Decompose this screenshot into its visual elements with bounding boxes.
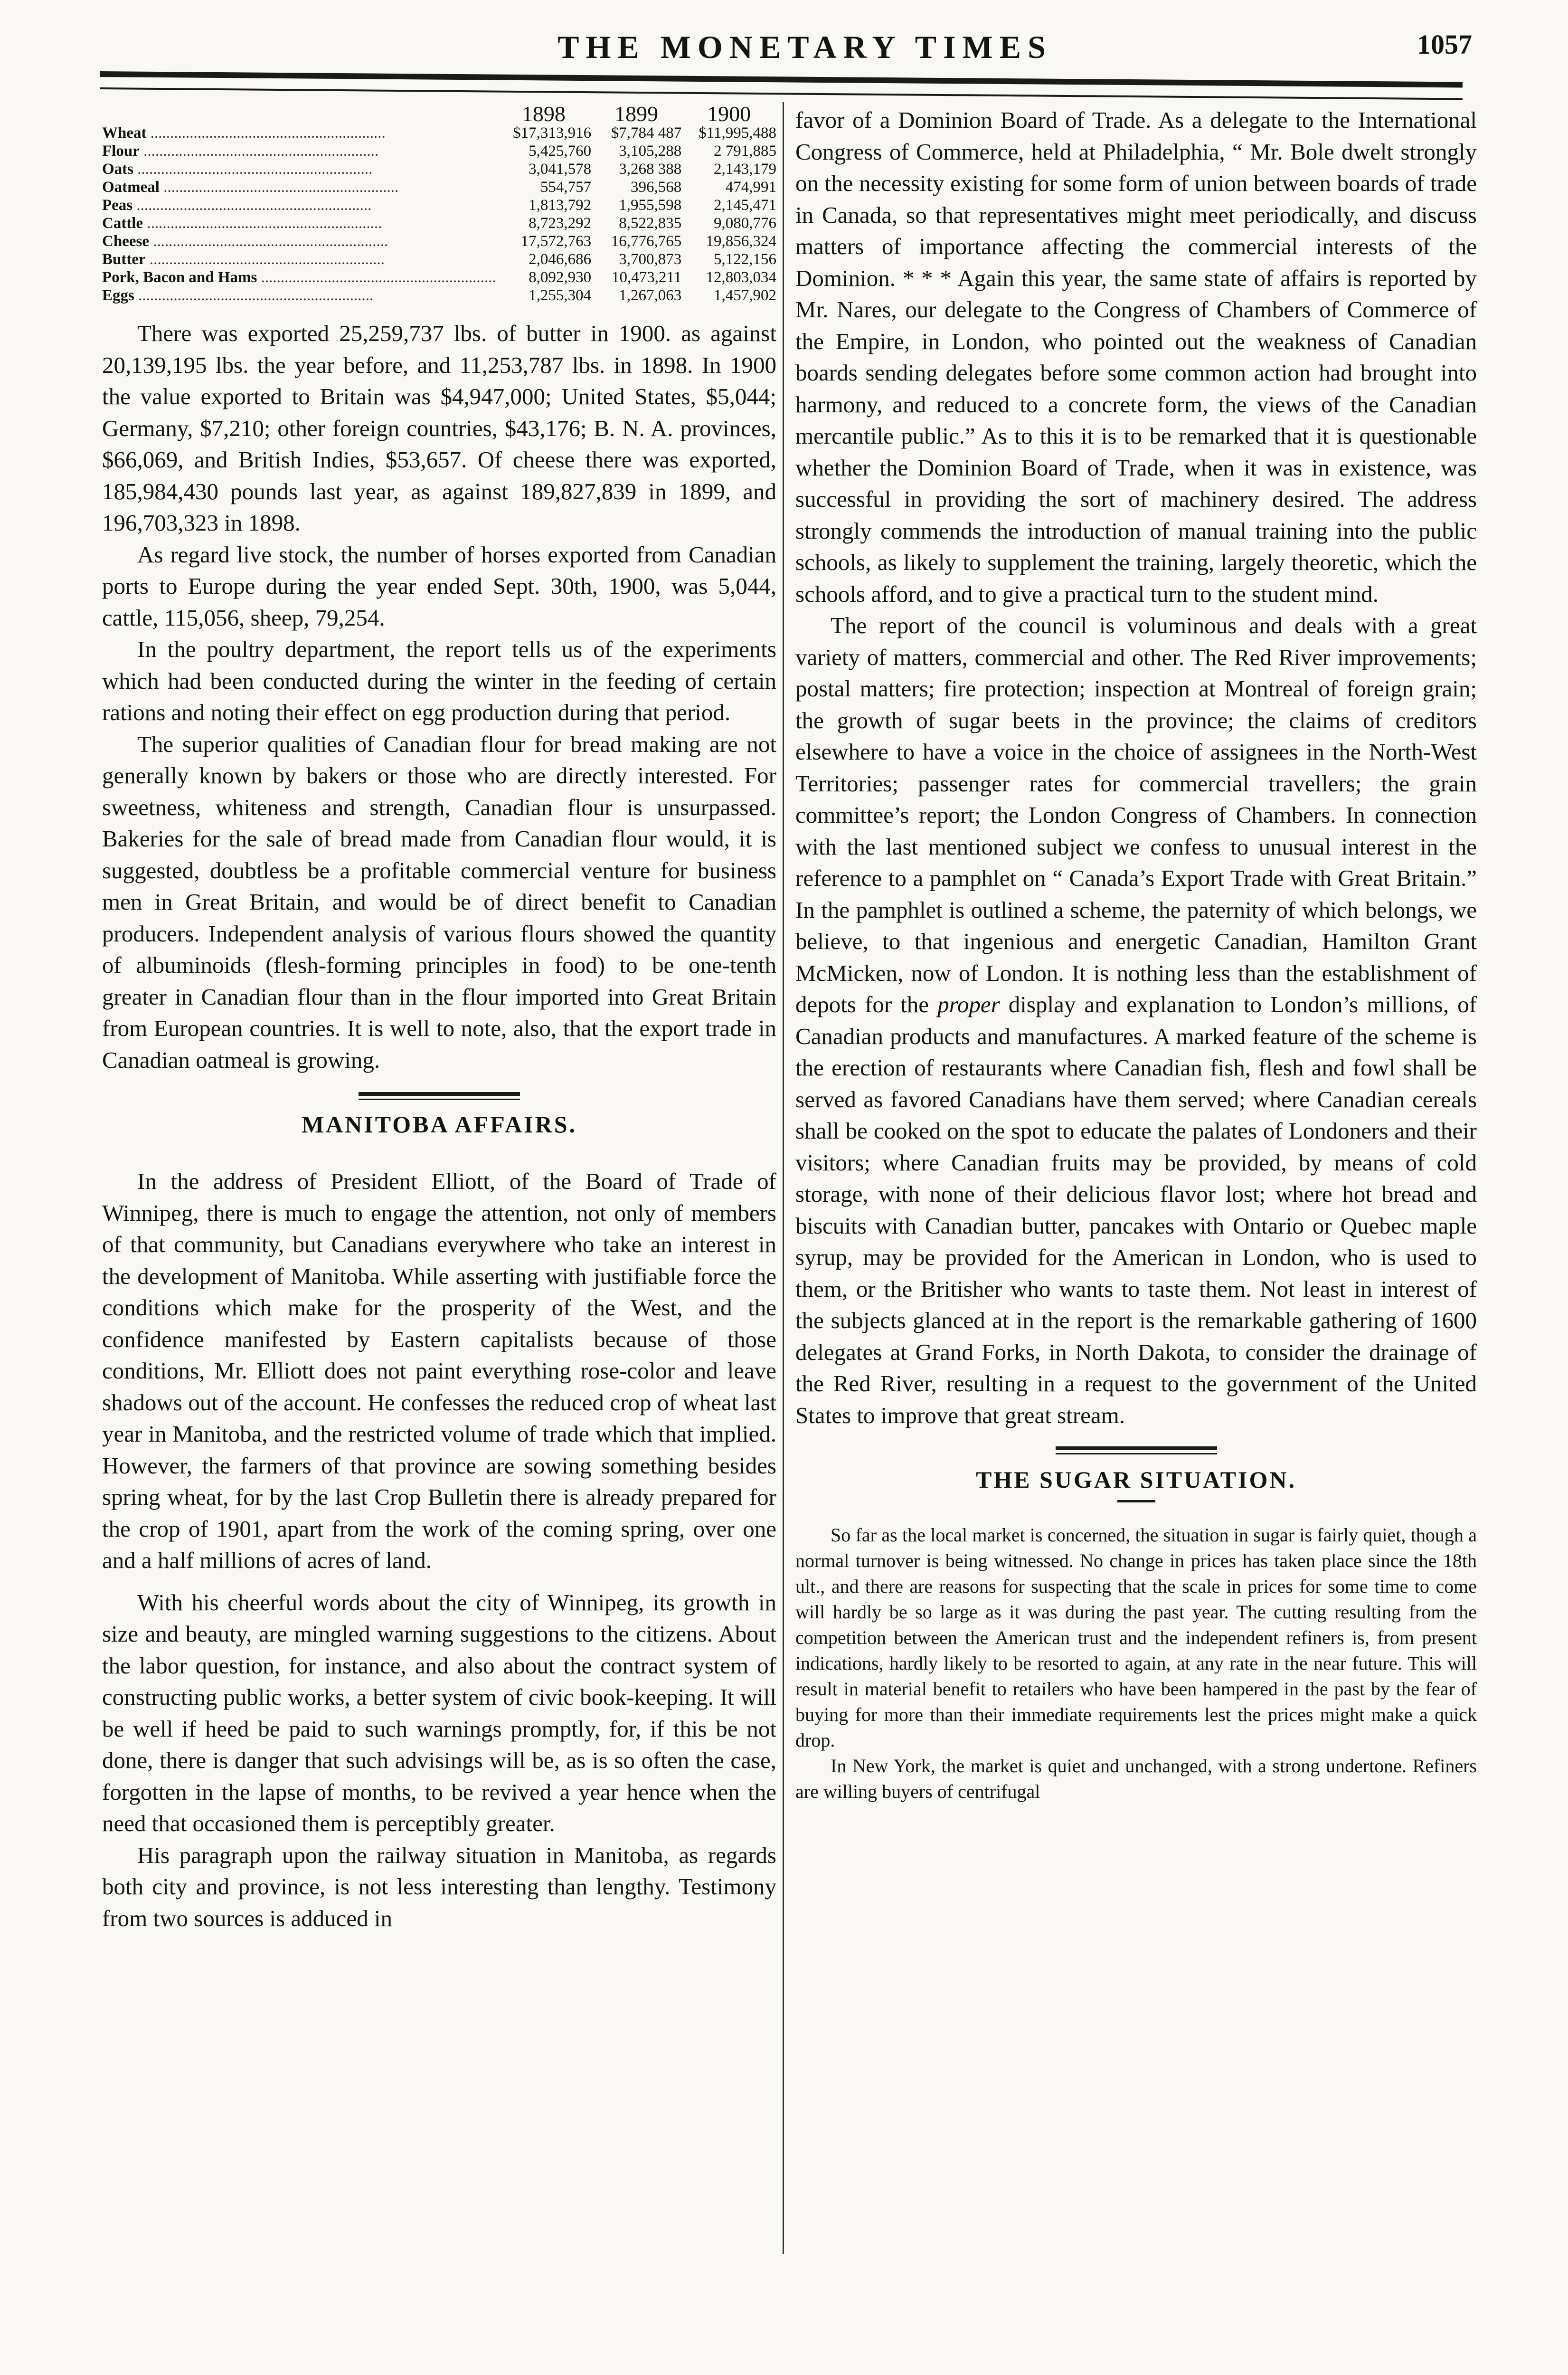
- export-table-row: [102, 286, 776, 304]
- value-1898: 8,723,292: [529, 215, 592, 232]
- council-report-text: The report of the council is voluminous and deals with a great variety of matters, commercial and other. The Red River improvements; postal matters; fire protection; inspection at Montreal of foreign grain; the growth of sugar beets in the province; the claims of creditors elsewhere to have a voice in the choice of assignees in the North-West Territories; passenger rates for commercial travellers; the grain committee’s report; the London Congress of Chambers. In connection with the last mentioned subject we confess to unusual interest in the reference to a pamphlet on “ Canada’s Export Trade with Great Britain.” In the pamphlet is outlined a scheme, the paternity of which belongs, we believe, to that ingenious and energetic Canadian, Hamilton Grant McMicken, now of London. It is nothing less than the establishment of depots for the: [795, 612, 1477, 1017]
- value-1898: 3,041,578: [529, 161, 592, 178]
- paragraph-poultry: In the poultry department, the report tells us of the experiments which had been conducted during the winter in the feeding of certain rations and noting their effect on egg production during that period.: [102, 636, 776, 725]
- export-table: [102, 104, 776, 304]
- commodity-label: Wheat: [102, 124, 147, 142]
- sugar-article-body: [795, 1522, 1477, 1805]
- value-1898: 1,255,304: [529, 287, 592, 304]
- value-1899: 16,776,765: [611, 233, 682, 250]
- commodity-label: Eggs: [102, 287, 134, 304]
- value-1898: 5,425,760: [529, 142, 592, 160]
- leader-dots: ............................................................: [139, 142, 379, 160]
- right-column: [795, 104, 1477, 1805]
- manitoba-article-body: [102, 1166, 776, 1934]
- commodity-label: Pork, Bacon and Hams: [102, 269, 257, 286]
- value-1899: 1,955,598: [619, 197, 682, 214]
- value-1899: 396,568: [631, 179, 682, 196]
- paragraph-local-market: So far as the local market is concerned, the situation in sugar is fairly quiet, though a normal turnover is being witnessed. No change in prices has taken place since the 18th ult., and there are reasons for suspecting that the scale in prices for some time to come will hardly be so large as it was during the past year. The cutting resulting from the competition between the American trust and the independent refiners is, from present indications, hardly likely to be resorted to again, at any rate in the near future. This will result in material benefit to retailers who have been hampered in the past by the fear of buying for more than their immediate requirements lest the prices might make a quick drop.: [795, 1524, 1477, 1751]
- value-1898: 17,572,763: [520, 233, 592, 250]
- council-report-text-cont: display and explanation to London’s millions, of Canadian products and manufactures. A marked feature of the scheme is the erection of restaurants where Canadian fish, flesh and fowl shall be served as favored Canadians have them served; where Canadian cereals shall be cooked on the spot to educate the palates of Londoners and their visitors; where Canadian fruits may be provided, by means of cold storage, with none of their delicious flavor lost; where hot bread and biscuits with Canadian butter, pancakes with Ontario or Quebec maple syrup, may be provided for the American in London, who is used to them, or the Britisher who wants to taste them. Not least in interest of the subjects glanced at in the report is the remarkable gathering of 1600 delegates at Grand Forks, in North Dakota, to consider the drainage of the Red River, resulting in a request to the government of the United States to improve that great stream.: [795, 991, 1477, 1428]
- paragraph-council-report: [795, 610, 1477, 1431]
- leader-dots: ............................................................: [145, 251, 385, 268]
- paragraph-live-stock: As regard live stock, the number of horses exported from Canadian ports to Europe during the year ended Sept. 30th, 1900, was 5,044, cattle, 115,056, sheep, 79,254.: [102, 541, 776, 631]
- value-1900: 5,122,156: [714, 251, 776, 268]
- value-1898: $17,313,916: [513, 124, 592, 142]
- sugar-heading: THE SUGAR SITUATION.: [975, 1466, 1297, 1493]
- section-divider: [1056, 1446, 1217, 1454]
- manitoba-heading: MANITOBA AFFAIRS.: [301, 1111, 577, 1138]
- value-1900: 2,143,179: [714, 161, 776, 178]
- emphasis-proper: proper: [937, 991, 1000, 1017]
- header-rule-thick: [100, 71, 1463, 88]
- commodity-label: Flour: [102, 142, 140, 160]
- commodity-label: Oatmeal: [102, 179, 160, 196]
- section-divider: [359, 1092, 520, 1100]
- paragraph-railway: His paragraph upon the railway situation in Manitoba, as regards both city and province, is not less interesting than lengthy. Testimony from two sources is adduced in: [102, 1842, 776, 1931]
- commodity-label: Peas: [102, 197, 133, 214]
- value-1898: 1,813,792: [529, 197, 592, 214]
- paragraph-butter-exports: There was exported 25,259,737 lbs. of butter in 1900. as against 20,139,195 lbs. the year before, and 11,253,787 lbs. in 1898. In 1900 the value exported to Britain was $4,947,000; United States, $5,044; Germany, $7,210; other foreign countries, $43,176; B. N. A. provinces, $66,069, and British Indies, $53,657. Of cheese there was exported, 185,984,430 pounds last year, as against 189,827,839 in 1899, and 196,703,323 in 1898.: [102, 320, 776, 536]
- export-table-body: [102, 124, 776, 304]
- export-table-row: [102, 178, 776, 196]
- value-1900: 2 791,885: [714, 142, 776, 160]
- value-1898: 2,046,686: [529, 251, 592, 268]
- leader-dots: ............................................................: [134, 287, 374, 304]
- export-table-row: [102, 196, 776, 214]
- page-number: 1057: [1417, 29, 1472, 60]
- export-table-row: [102, 214, 776, 232]
- value-1900: 1,457,902: [714, 287, 776, 304]
- value-1900: 12,803,034: [706, 269, 776, 286]
- export-table-row: [102, 160, 776, 178]
- leader-dots: ............................................................: [159, 179, 399, 196]
- value-1900: 474,991: [725, 179, 776, 196]
- export-table-row: [102, 142, 776, 160]
- masthead-title: THE MONETARY TIMES: [557, 29, 1052, 65]
- export-table-header: [102, 104, 776, 124]
- export-table-row: [102, 268, 776, 286]
- leader-dots: ............................................................: [146, 124, 386, 142]
- commodity-label: Cattle: [102, 215, 143, 232]
- value-1899: 10,473,211: [611, 269, 682, 286]
- export-table-row: [102, 250, 776, 268]
- right-article-body: [795, 104, 1477, 1431]
- value-1899: 3,268 388: [619, 161, 682, 178]
- value-1899: 1,267,063: [619, 287, 682, 304]
- value-1899: 3,105,288: [619, 142, 682, 160]
- paragraph-winnipeg: With his cheerful words about the city of Winnipeg, its growth in size and beauty, are mingled warning suggestions to the citizens. About the labor question, for instance, and also about the contract system of constructing public works, a better system of civic book-keeping. It will be well if heed be paid to such warnings promptly, for, if this be not done, there is danger that such advisings will be, as is so often the case, forgotten in the lapse of months, to be revived a year hence when the need that occasioned them is perceptibly greater.: [102, 1589, 776, 1836]
- leader-dots: ............................................................: [257, 269, 496, 286]
- export-table-row: [102, 124, 776, 142]
- column-divider: [783, 102, 784, 2254]
- leader-dots: ............................................................: [143, 215, 382, 232]
- paragraph-elliott-address: In the address of President Elliott, of the Board of Trade of Winnipeg, there is much to engage the attention, not only of members of that community, but Canadians everywhere who take an interest in the development of Manitoba. While asserting with justifiable force the conditions which make for the prosperity of the West, and the confidence manifested by Eastern capitalists because of those conditions, Mr. Elliott does not paint everything rose-color and leave shadows out of the account. He confesses the reduced crop of wheat last year in Manitoba, and the restricted volume of trade which that implied. However, the farmers of that province are sowing something besides spring wheat, for by the last Crop Bulletin there is already prepared for the crop of 1901, apart from the work of the coming spring, over one and a half millions of acres of land.: [102, 1168, 776, 1573]
- paragraph-board-of-trade: favor of a Dominion Board of Trade. As a delegate to the International Congress of Commerce, held at Philadelphia, “ Mr. Bole dwelt strongly on the necessity existing for some form of union between boards of trade in Canada, so that representatives might meet periodically, and discuss matters of importance affecting the commercial interests of the Dominion. * * * Again this year, the same state of affairs is reported by Mr. Nares, our delegate to the Congress of Chambers of Commerce of the Empire, in London, who pointed out the weakness of Canadian boards sending delegates before some common action had brought into harmony, and reduced to a concrete form, the views of the Canadian mercantile public.” As to this it is to be remarked that it is questionable whether the Dominion Board of Trade, when it was in existence, was successful in providing the sort of machinery desired. The address strongly commends the introduction of manual training into the public schools, as likely to supplement the training, largely theoretic, which the schools afford, and to give a practical turn to the student mind.: [795, 107, 1477, 607]
- value-1900: 2,145,471: [714, 197, 776, 214]
- commodity-label: Cheese: [102, 233, 149, 250]
- year-header: 1898: [521, 102, 566, 126]
- value-1899: 3,700,873: [619, 251, 682, 268]
- header-rule-thin: [100, 87, 1463, 100]
- leader-dots: ............................................................: [132, 197, 372, 214]
- value-1900: 19,856,324: [706, 233, 776, 250]
- paragraph-flour: The superior qualities of Canadian flour for bread making are not generally known by bakers or those who are directly interested. For sweetness, whiteness and strength, Canadian flour is unsurpassed. Bakeries for the sale of bread made from Canadian flour would, it is suggested, doubtless be a profitable commercial venture for business men in Great Britain, and would be of direct benefit to Canadian producers. Independent analysis of various flours showed the quantity of albuminoids (flesh-forming principles in food) to be one-tenth greater in Canadian flour than in the flour imported into Great Britain from European countries. It is well to note, also, that the export trade in Canadian oatmeal is growing.: [102, 731, 776, 1073]
- paragraph-new-york: In New York, the market is quiet and unchanged, with a strong undertone. Refiners are willing buyers of centrifugal: [795, 1755, 1477, 1802]
- commodity-label: Oats: [102, 161, 133, 178]
- commodity-label: Butter: [102, 251, 146, 268]
- year-header: 1899: [614, 102, 659, 126]
- value-1900: $11,995,488: [699, 124, 776, 142]
- value-1898: 8,092,930: [529, 269, 592, 286]
- value-1899: $7,784 487: [611, 124, 682, 142]
- value-1898: 554,757: [540, 179, 592, 196]
- leader-dots: ............................................................: [149, 233, 388, 250]
- left-column: [102, 104, 776, 1934]
- left-article-body: [102, 318, 776, 1076]
- value-1900: 9,080,776: [714, 215, 776, 232]
- leader-dots: ............................................................: [133, 161, 373, 178]
- year-header: 1900: [707, 102, 751, 126]
- export-table-row: [102, 232, 776, 250]
- value-1899: 8,522,835: [619, 215, 682, 232]
